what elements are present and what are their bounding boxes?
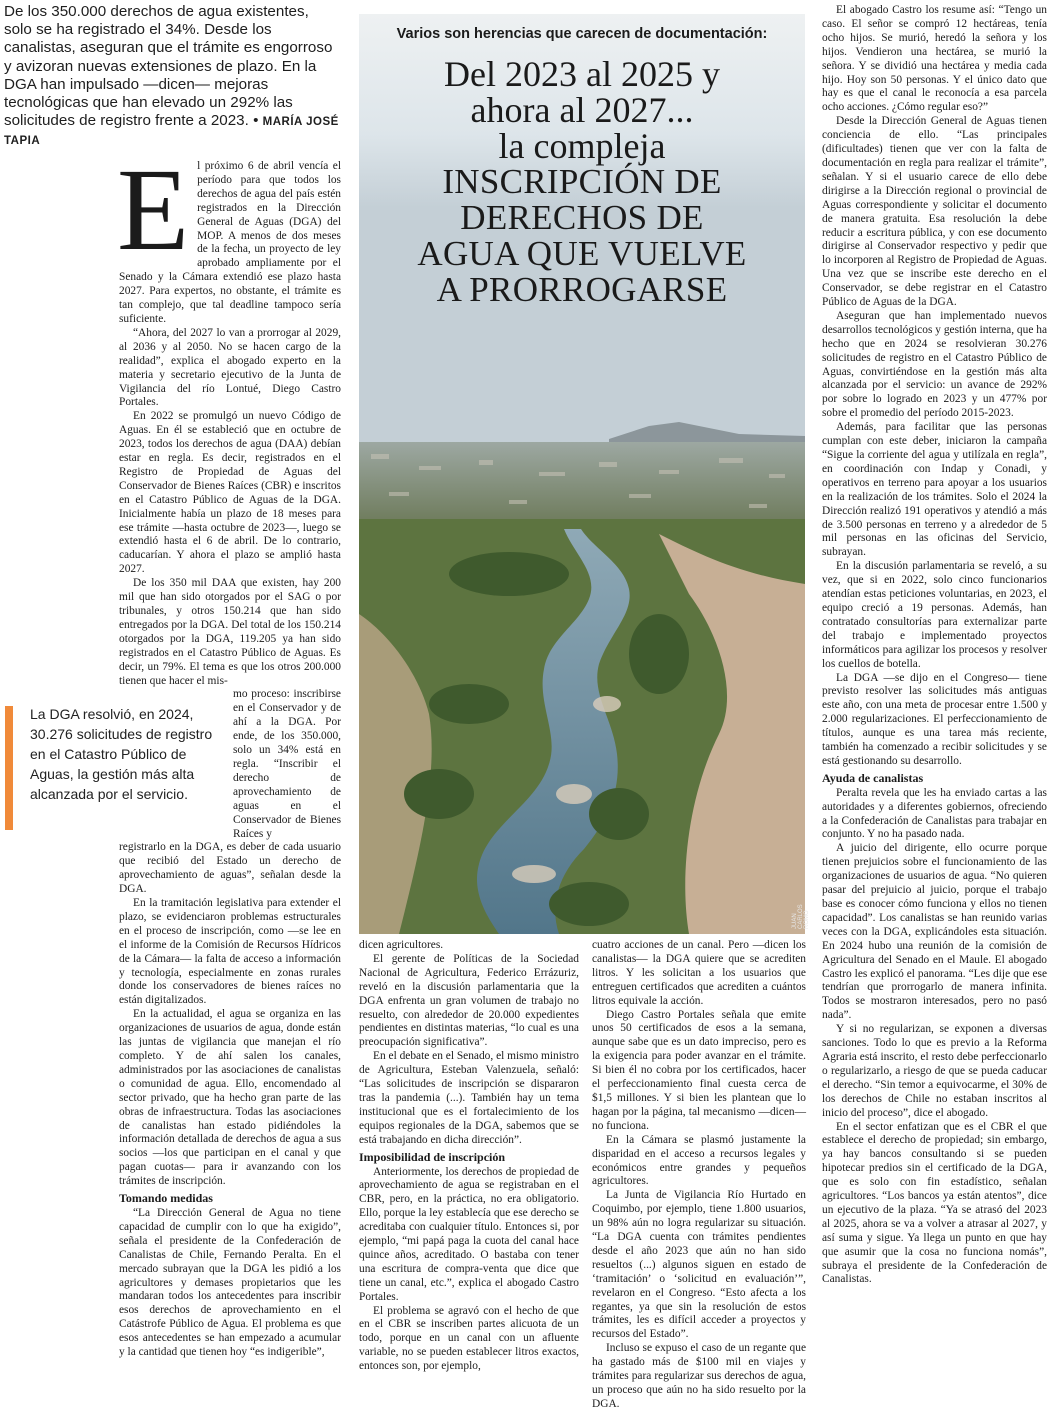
headline-line-2: ahora al 2027... (470, 90, 694, 130)
col1-paragraph-5: En la tramitación legislativa para extender el plazo, se evidenciaron problemas estructurales en el proceso de inscripción, como —se lee en el informe de la Comisión de Recursos Hídricos de la Cámara— la falta de acceso a información y tecnología, especialmente en zonas rurales donde los conservadores de bienes raíces no están digitalizados. (119, 897, 341, 1007)
subhead-ayuda-canalistas: Ayuda de canalistas (822, 770, 924, 785)
col4-paragraph-1: El abogado Castro los resume así: “Tengo un caso. El señor se compró 12 hectáreas, tenía ocho hijos. Se murió, heredó la señora y los hijos. Vendieron una hectárea, se murió la señora. Y se dividió una hectárea y media cada hijo. Hoy son 50 personas. Y el único dato que hay es que el canal le reconocía a esa parcela ocho acciones. ¿Cómo regular eso?” (822, 4, 1047, 114)
col4-paragraph-3: Aseguran que han implementado nuevos desarrollos tecnológicos y gestión interna, que ha hecho que en 2024 se resolvieran 30.276 solicitudes de registro en el Catastro Público de Aguas, convirtiéndose en la gestión más alta alcanzada por el servicio: un avance de 292% por sobre lo logrado en 2023 y un 477% por sobre el promedio del período 2015-2023. (822, 309, 1047, 420)
lead-text: De los 350.000 derechos de agua existentes, solo se ha registrado el 34%. Desde los canalistas, aseguran que el trámite es engorroso y avizoran nuevas extensiones de plazo. En la DGA han impulsado —dicen— mejoras tecnológicas que han elevado un 292% las solicitudes de registro frente a 2023. (4, 3, 333, 130)
hero-photo (359, 14, 810, 934)
headline-line-6: AGUA QUE VUELVE (417, 234, 747, 273)
subhead-tomando-medidas: Tomando medidas (119, 1191, 213, 1206)
pull-quote: La DGA resolvió, en 2024, 30.276 solicitudes de registro en el Catastro Público de Aguas, la gestión más alta alcanzada por el servicio. (30, 704, 230, 804)
col4-paragraph-8: A juicio del dirigente, ello ocurre porque tienen prejuicios sobre el funcionamiento de las organizaciones de usuarios de agua. “No quieren pasar del prejuicio al juicio, porque el trabajo base es conocer cómo funciona y ellos no tienen capacidad”. Los canalistas se han reunido varias veces con la DGA, explicándoles esta situación. En 2024 hubo una reunión de la comisión de Agricultura del Senado en el Maule. El abogado Castro les explicó el panorama. “Les dije que ese tendrían que prorrogarlo de manera infinita. Todos se mostraron interesados, pero no pasó nada”. (822, 842, 1047, 1022)
col3-paragraph-3: La Junta de Vigilancia Río Hurtado en Coquimbo, por ejemplo, tiene 1.800 usuarios, un 98% aún no logra regularizar su situación. “La DGA cuenta con trámites pendientes desde el año 2023 que aún no han sido resueltos (...) algunos siguen en estado de ‘tramitación’ o ‘solicitud en evaluación’”, revelaron en el Congreso. “Esto afecta a los regantes, ya que sin la resolución de estos trámites, les es difícil acceder a proyectos y recursos del Estado”. (592, 1189, 806, 1341)
headline (359, 56, 805, 308)
headline-kicker: Varios son herencias que carecen de documentación: (396, 26, 768, 42)
col1-paragraph-2: “Ahora, del 2027 lo van a prorrogar al 2029, al 2036 y al 2050. No se hacen cargo de la realidad”, explica el abogado experto en la materia y secretario ejecutivo de la Junta de Vigilancia del río Lontué, Diego Castro Portales. (119, 326, 341, 409)
col1-paragraph-4a: De los 350 mil DAA que existen, hay 200 mil que han sido otorgados por el SAG o por tribunales, y otros 150.214 que han sido entregados por la DGA. Del total de los 150.214 otorgados por la DGA, 119.205 ya han sido registrados en el Catastro Público de Aguas. Es decir, un 79%. El tema es que los otros 200.000 tienen que hacer el mis- (119, 577, 341, 687)
headline-line-3: la compleja (498, 126, 666, 166)
col4-paragraph-5: En la discusión parlamentaria se reveló, a su vez, que si en 2022, solo cinco funcionarios atendían estas peticiones voluntarias, en 2023, el equipo creció a 19 personas. Además, han contratado consultorías para externalizar parte del trabajo e implementado proyectos informáticos para agilizar los procesos y resolver los cuellos de botella. (822, 560, 1047, 670)
byline: MARÍA JOSÉ TAPIA (4, 116, 339, 148)
col2-paragraph-0: dicen agricultores. (359, 939, 444, 951)
dropcap: E (117, 144, 190, 275)
headline-line-5: DERECHOS DE (460, 198, 704, 237)
col3-paragraph-2: En la Cámara se plasmó justamente la disparidad en el acceso a recursos legales y económicos entre grandes y pequeños agricultores. (592, 1133, 806, 1188)
col4-paragraph-4: Además, para facilitar que las personas cumplan con este deber, iniciaron la campaña “Sigue la corriente del agua y utilízala en regla”, en coordinación con Indap y Conadi, y operativos en terreno para apoyar a los usuarios en la realización de los trámites. Solo el 2024 la Dirección realizó 191 operativos y atendió a más de 3.500 personas en terreno y a alrededor de 5 mil personas en las oficinas del Servicio, subrayan. (822, 421, 1047, 559)
col2-paragraph-3: Anteriormente, los derechos de propiedad de aprovechamiento de agua se registraban en el CBR, pero, en la práctica, no era obligatorio. Ello, porque la ley establecía que ese derecho se acreditaba con cualquier título. Entonces si, por ejemplo, “mi papá paga la cuota del canal hace quince años, acreditado. O bastaba con tener una escritura de compra-venta que dice que tiene un canal, etc.”, explica el abogado Castro Portales. (359, 1165, 579, 1303)
col2-paragraph-1: El gerente de Políticas de la Sociedad Nacional de Agricultura, Federico Errázuriz, reveló en la discusión parlamentaria que la DGA enfrenta un gran volumen de trabajo no resuelto, con alrededor de 20.000 expedientes pendientes en distintas materias, “lo cual es una preocupación significativa”. (359, 952, 579, 1049)
col4-paragraph-7: Peralta revela que les ha enviado cartas a las autoridades y a diferentes gobiernos, ofreciendo a la Confederación de Canalistas para trabajar en conjunto. Y no ha pasado nada. (822, 786, 1047, 841)
col2-paragraph-2: En el debate en el Senado, el mismo ministro de Agricultura, Esteban Valenzuela, señaló: “Las solicitudes de inscripción se dispararon tras la pandemia (...). También hay un tema institucional que es el fortalecimiento de los equipos regionales de la DGA, sabemos que se está trabajando en dicha dirección”. (359, 1050, 579, 1146)
col1-paragraph-1: l próximo 6 de abril vencía el período para que todos los derechos de agua del país estén registrados en la Dirección General de Aguas (DGA) del MOP. A menos de dos meses de la fecha, un proyecto de ley aprobado ampliamente por el Senado y la Cámara extendió ese plazo hasta 2027. Para expertos, no obstante, el trámite es tan complejo, que tal deadline tampoco sería suficiente. (119, 160, 341, 325)
col4-paragraph-10: En el sector enfatizan que es el CBR el que establece el derecho de propiedad; sin embargo, ya hay bancos consultando si se pueden hipotecar predios sin el certificado de la DGA, que es solo con fin estadístico, señalan agricultores. “Los bancos ya están atentos”, dice un ejecutivo de la plaza. “Ya se atrasó del 2023 al 2025, ahora se va a volver a atrasar al 2027, y así suma y sigue. Ya llega un punto en que hay que asumir que la cosa no funciona nomás”, subraya el presidente de la Confederación de Canalistas. (822, 1120, 1047, 1286)
column-2 (359, 939, 579, 1422)
column-3 (592, 939, 806, 1422)
lead-bullet: • (253, 112, 259, 130)
col4-paragraph-9: Y si no regularizan, se exponen a diversas sanciones. Todo lo que es previo a la Reforma Agraria está inscrito, el resto debe perfeccionarlo o regularizarlo, a riesgo de que se pueda caducar el derecho. “Sin temor a equivocarme, el 30% de los derechos de Chile no estaban inscritos al inicio del proceso”, dice el abogado. (822, 1023, 1047, 1119)
col3-paragraph-4: Incluso se expuso el caso de un regante que ha gastado más de $100 mil en viajes y trámites para regularizar sus derechos de agua, un proceso que aún no ha sido resuelto por la DGA. (592, 1342, 806, 1410)
col1-paragraph-4b: mo proceso: inscribirse en el Conservador y de ahí a la DGA. Por ende, de los 350.000, solo un 34% está en regla. “Inscribir el derecho de aprovechamiento de aguas en el Conservador de Bienes Raíces y (233, 688, 341, 840)
col1-paragraph-7: “La Dirección General de Agua no tiene capacidad de cumplir con lo que ha exigido”, señala el presidente de la Confederación de Canalistas de Chile, Fernando Peralta. En el mercado subrayan que la DGA les pidió a los agricultores y demases propietarios que les mandaran todos los antecedentes para inscribir esos derechos de aprovechamiento en el Catástrofe Público de Agua. El problema es que esos antecedentes se han empezado a acumular y la cantidad que tienen hoy “es indigerible”, (119, 1206, 341, 1359)
col1-paragraph-4c: registrarlo en la DGA, es deber de cada usuario que recibió del Estado un derecho de aprovechamiento de aguas”, señalan desde la DGA. (119, 841, 341, 896)
headline-line-1: Del 2023 al 2025 y (444, 54, 720, 94)
article-lead (4, 3, 340, 151)
photo-credit: JUAN CARLOS ROMO (792, 904, 810, 929)
col3-paragraph-1: Diego Castro Portales señala que emite unos 50 certificados de esos a la semana, aunque sabe que es un dato impreciso, pero es la exigencia para poder avanzar en el trámite. Si bien él no cobra por los certificados, hacer el perfeccionamiento final cuesta cerca de $1,5 millones. Y si bien les plantean que lo hagan por la página, tal mecanismo —dicen— no funciona. (592, 1008, 806, 1132)
col4-paragraph-2: Desde la Dirección General de Aguas tienen conciencia de ello. “Las principales (dificultades) tienen que ver con la falta de documentación en regla para realizar el trámite”, señalan. Y si el usuario carece de ello debe dirigirse a la Dirección regional o provincial de Aguas correspondiente y solicitar el documento de manera gratuita. Esa resolución la debe reducir a escritura pública, y con ese documento dirigirse al Conservador respectivo y pedir que lo incorporen al Registro de Propiedad de Aguas. Una vez que se inscribe este derecho en el Conservador, se debe registrar en el Catastro Público de Aguas de la DGA. (822, 115, 1047, 309)
pull-quote-bar (5, 706, 13, 830)
col4-paragraph-6: La DGA —se dijo en el Congreso— tiene previsto resolver las solicitudes más antiguas este año, con una meta de procesar entre 1.500 y 2.000 regularizaciones. El perfeccionamiento de títulos, aunque es una tarea más reciente, también ha comenzado a recibir solicitudes y se está gestionando su desarrollo. (822, 671, 1047, 767)
column-4 (822, 4, 1047, 1422)
headline-line-4: INSCRIPCIÓN DE (442, 162, 722, 201)
headline-line-7: A PRORROGARSE (436, 270, 728, 309)
col3-paragraph-0: cuatro acciones de un canal. Pero —dicen los canalistas— la DGA quiere que se acrediten litros. Y les solicitan a los usuarios que entreguen certificados que acrediten a cuántos litros equivale la acción. (592, 939, 806, 1007)
col1-paragraph-6: En la actualidad, el agua se organiza en las organizaciones de usuarios de agua, donde están las juntas de vigilancia que manejan el río completo. Y de ahí salen los canales, administrados por las asociaciones de canalistas o comunidad de agua. Ello, encomendado al sector privado, que ha hecho gran parte de las obras de infraestructura. Todas las asociaciones de canalistas han estado pidiéndoles la información detallada de derechos de agua a sus socios —los que participan en el canal y que pagan cuotas— para ir avanzando con los trámites de inscripción. (119, 1008, 341, 1188)
col1-paragraph-3: En 2022 se promulgó un nuevo Código de Aguas. En él se estableció que en octubre de 2023, todos los derechos de agua (DAA) debían estar en regla. Es decir, registrados en el Registro de Propiedad de Aguas del Conservador de Bienes Raíces (CBR) e inscritos en el Catastro Público de Aguas de la DGA. Inicialmente había un plazo de 18 meses para ese trámite —hasta octubre de 2023—, luego se extendió hasta el 6 de abril. De lo contrario, caducarían. Y ahora el plazo se amplió hasta 2027. (119, 410, 341, 576)
col2-paragraph-4: El problema se agravó con el hecho de que en el CBR se inscriben partes alicuota de un todo, porque en un canal con un afluente variable, no se pueden establecer litros exactos, entonces son, por ejemplo, (359, 1304, 579, 1373)
subhead-imposibilidad: Imposibilidad de inscripción (359, 1149, 506, 1164)
